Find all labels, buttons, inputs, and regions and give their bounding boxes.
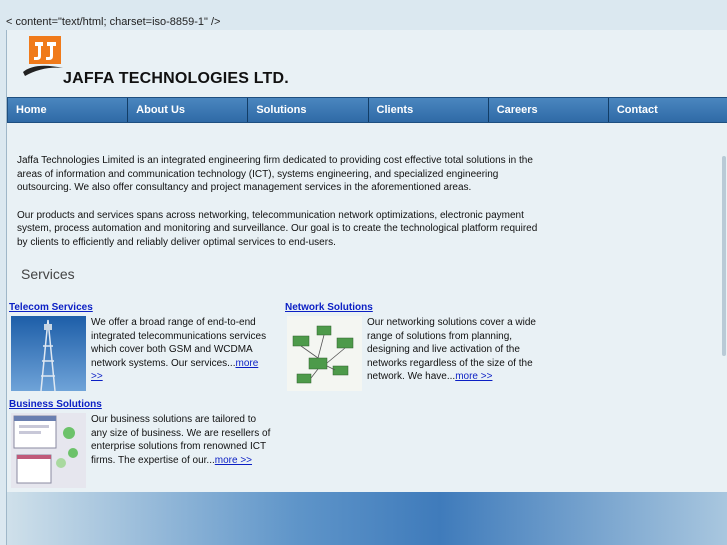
logo-icon[interactable] [23, 36, 65, 76]
services-heading: Services [21, 266, 75, 282]
page-frame [6, 30, 727, 545]
service-network [285, 302, 555, 391]
service-telecom-more-link[interactable]: more >> [91, 357, 259, 383]
service-business-more-link[interactable]: more >> [214, 454, 253, 466]
service-business [9, 399, 279, 488]
service-telecom-description: We offer a broad range of end-to-end integrated telecommunications services which cover both GSM and WCDMA network systems. Our services... [91, 317, 267, 369]
company-name: JAFFA TECHNOLOGIES LTD. [63, 70, 289, 87]
service-business-title[interactable]: Business Solutions [9, 399, 102, 410]
nav-contact[interactable]: Contact [616, 104, 658, 116]
service-business-description: Our business solutions are tailored to any size of business. We are resellers of enterprise solutions from renowned ICT firms. The expertise of our... [91, 414, 271, 466]
scrollbar[interactable] [722, 156, 726, 356]
service-telecom-title[interactable]: Telecom Services [9, 302, 93, 313]
intro-paragraph-1: Jaffa Technologies Limited is an integrated engineering firm dedicated to providing cost effective total solutions in the areas of information and communication technology (ICT), systems engineering, and specialized engineering outsourcing. We also offer consultancy and project management services in the aforementioned areas. [17, 155, 533, 194]
stray-meta-text: < content="text/html; charset=iso-8859-1" /> [6, 16, 221, 28]
nav-home[interactable]: Home [8, 98, 128, 122]
header [7, 30, 727, 95]
business-software-image [11, 413, 86, 488]
telecom-tower-image [11, 316, 86, 391]
nav-careers[interactable]: Careers [489, 98, 609, 122]
nav-clients[interactable]: Clients [369, 98, 489, 122]
service-telecom [9, 302, 279, 391]
service-network-more-link[interactable]: more >> [455, 371, 493, 383]
nav-about-us[interactable]: About Us [128, 98, 248, 122]
intro-text [17, 154, 547, 264]
footer-banner [7, 492, 727, 545]
main-nav [7, 97, 727, 123]
network-diagram-image [287, 316, 362, 391]
service-network-description: Our networking solutions cover a wide range of solutions from planning, designing and live activation of the networks regardless of the size of the network. We have... [367, 317, 536, 383]
nav-solutions[interactable]: Solutions [248, 98, 368, 122]
intro-paragraph-2: Our products and services spans across networking, telecommunication network optimizations, electronic payment system, process automation and monitoring and surveillance. Our goal is to create the technological platform required by clients to efficiently and reliably deliver optimal services to end-users. [17, 209, 538, 248]
service-network-title[interactable]: Network Solutions [285, 302, 373, 313]
